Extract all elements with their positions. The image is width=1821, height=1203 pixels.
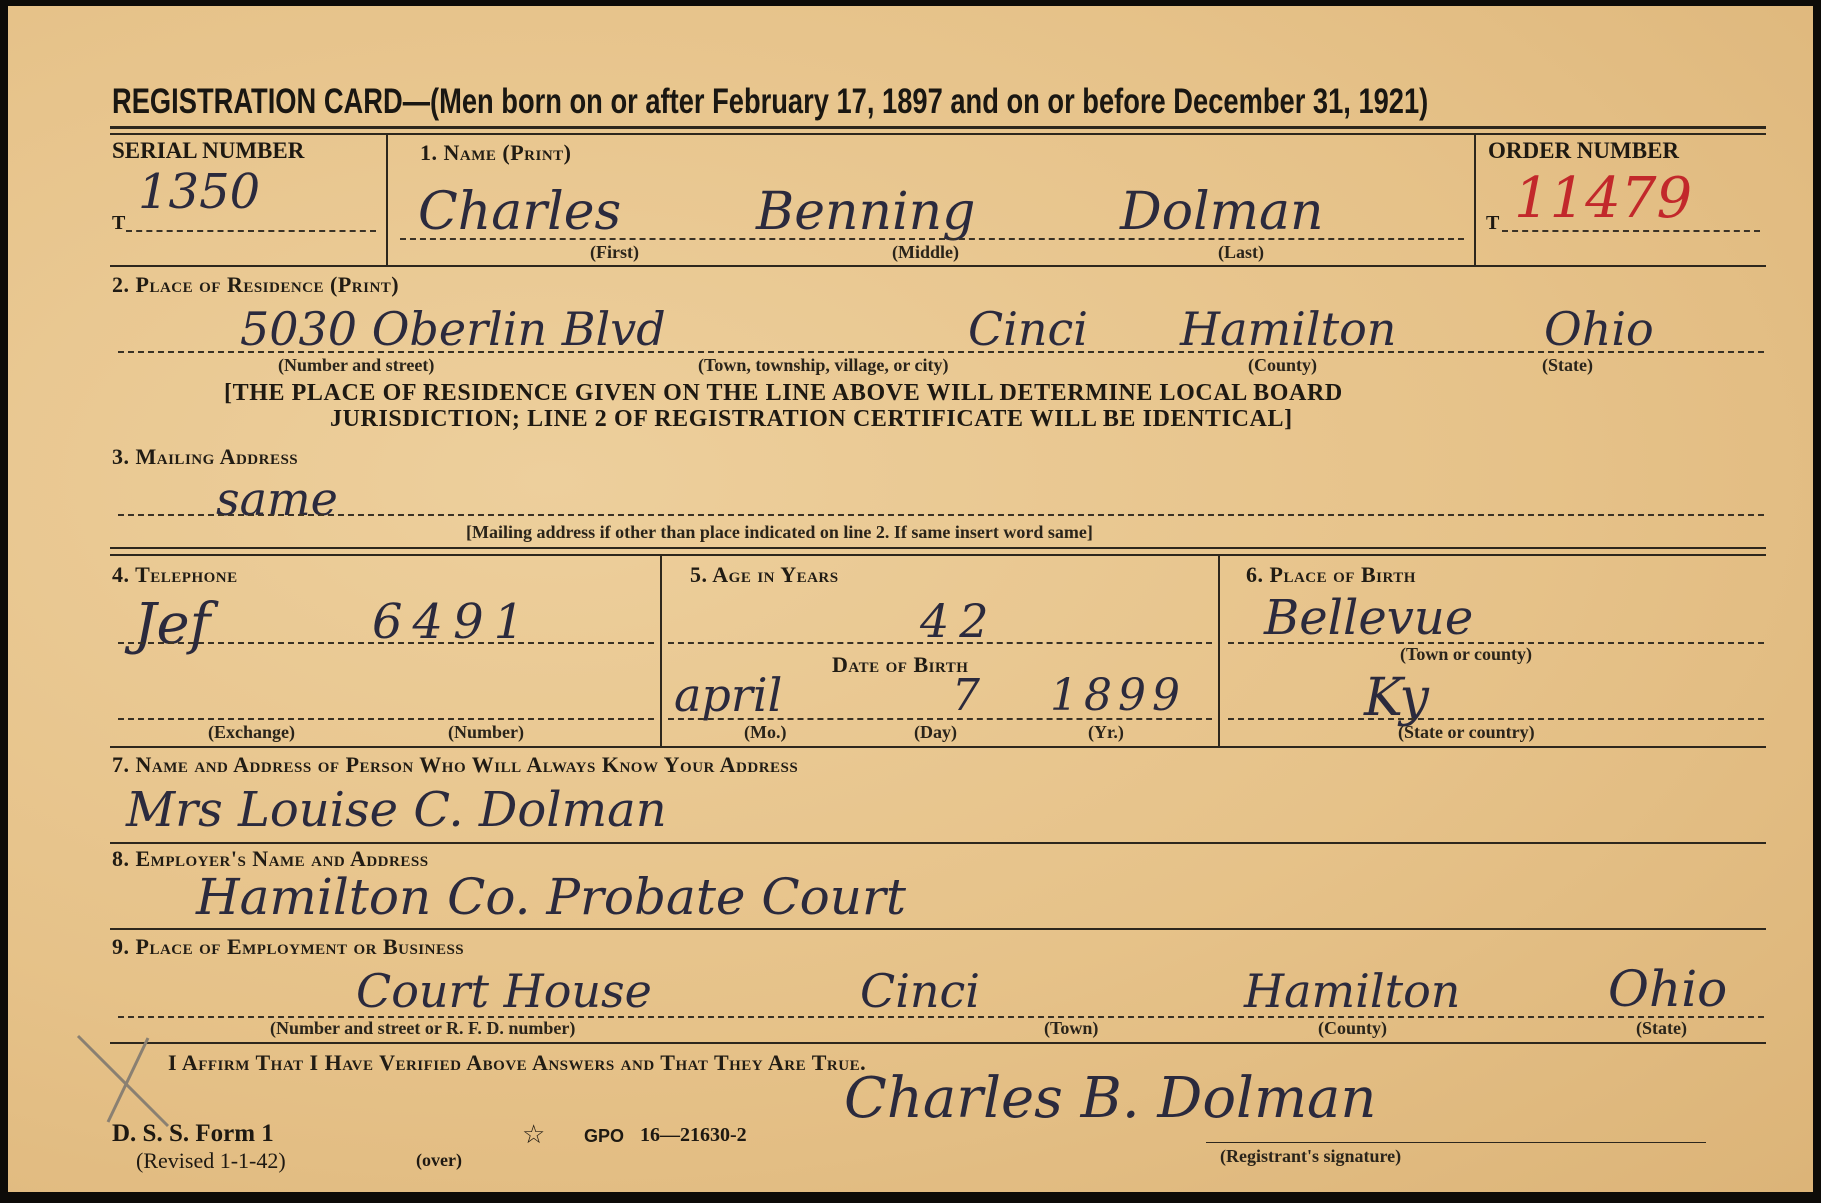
caption-state: (State) bbox=[1542, 355, 1593, 375]
dob-month: april bbox=[674, 668, 783, 722]
residence-notice-line2: JURISDICTION; LINE 2 OF REGISTRATION CERTIFICATE WILL BE IDENTICAL] bbox=[330, 406, 1293, 432]
caption-year: (Yr.) bbox=[1088, 722, 1124, 742]
employment-state: Ohio bbox=[1608, 960, 1728, 1018]
caption-emp-county: (County) bbox=[1318, 1018, 1388, 1038]
divider bbox=[110, 554, 1766, 556]
dob-year: 1899 bbox=[1050, 670, 1186, 721]
gpo-number: 16—21630-2 bbox=[640, 1124, 747, 1146]
contact-value: Mrs Louise C. Dolman bbox=[126, 782, 667, 838]
caption-birth-state: (State or country) bbox=[1398, 722, 1535, 742]
contact-label: 7. Name and Address of Person Who Will Always Know Your Address bbox=[112, 752, 799, 777]
caption-last: (Last) bbox=[1218, 242, 1264, 262]
residence-county: Hamilton bbox=[1180, 302, 1397, 356]
mailing-label: 3. Mailing Address bbox=[112, 444, 299, 469]
residence-street: 5030 Oberlin Blvd bbox=[240, 302, 666, 356]
divider bbox=[110, 547, 1766, 549]
mailing-note: [Mailing address if other than place indicated on line 2. If same insert word same] bbox=[466, 522, 1093, 542]
caption-emp-town: (Town) bbox=[1044, 1018, 1099, 1038]
form-number: D. S. S. Form 1 bbox=[112, 1120, 274, 1147]
date-of-birth-label: Date of Birth bbox=[832, 652, 969, 677]
dob-day: 7 bbox=[952, 670, 980, 721]
signature-caption: (Registrant's signature) bbox=[1220, 1146, 1402, 1166]
registrant-signature: Charles B. Dolman bbox=[844, 1066, 1377, 1131]
age-value: 42 bbox=[920, 594, 999, 648]
name-middle: Benning bbox=[756, 182, 976, 242]
over-note: (over) bbox=[416, 1150, 462, 1170]
employer-label: 8. Employer's Name and Address bbox=[112, 846, 429, 871]
pencil-cross-mark bbox=[68, 1026, 178, 1136]
order-number-label: ORDER NUMBER bbox=[1488, 138, 1680, 163]
employment-street: Court House bbox=[356, 964, 652, 1018]
divider bbox=[1218, 554, 1220, 746]
divider bbox=[110, 126, 1766, 129]
divider bbox=[110, 1042, 1766, 1044]
divider bbox=[110, 842, 1766, 844]
caption-day: (Day) bbox=[914, 722, 957, 742]
form-revised: (Revised 1-1-42) bbox=[136, 1148, 286, 1173]
order-number-value: 11479 bbox=[1514, 166, 1693, 231]
caption-middle: (Middle) bbox=[892, 242, 959, 262]
affirm-text: I Affirm That I Have Verified Above Answers and That They Are True. bbox=[168, 1050, 867, 1075]
divider bbox=[110, 265, 1766, 267]
caption-exchange: (Exchange) bbox=[208, 722, 295, 742]
residence-state: Ohio bbox=[1544, 302, 1654, 356]
serial-prefix: T bbox=[112, 212, 126, 234]
divider bbox=[110, 746, 1766, 748]
divider bbox=[660, 554, 662, 746]
gpo-mark: GPO bbox=[584, 1126, 625, 1146]
birthplace-town: Bellevue bbox=[1264, 590, 1474, 646]
employment-label: 9. Place of Employment or Business bbox=[112, 934, 465, 959]
age-label: 5. Age in Years bbox=[690, 562, 839, 587]
divider bbox=[110, 928, 1766, 930]
serial-number-label: SERIAL NUMBER bbox=[112, 138, 305, 163]
employment-county: Hamilton bbox=[1244, 964, 1461, 1018]
employment-town: Cinci bbox=[860, 964, 981, 1018]
caption-number: (Number) bbox=[448, 722, 524, 742]
card-title: REGISTRATION CARD—(Men born on or after February 17, 1897 and on or before December 31, 1921) bbox=[112, 82, 1429, 121]
name-first: Charles bbox=[418, 182, 622, 242]
telephone-exchange: Jef bbox=[134, 592, 211, 657]
residence-town: Cinci bbox=[968, 302, 1089, 356]
caption-county: (County) bbox=[1248, 355, 1318, 375]
birthplace-state: Ky bbox=[1364, 668, 1429, 728]
registration-card bbox=[8, 6, 1813, 1192]
caption-month: (Mo.) bbox=[744, 722, 787, 742]
name-last: Dolman bbox=[1120, 182, 1324, 242]
employer-value: Hamilton Co. Probate Court bbox=[196, 868, 906, 926]
residence-label: 2. Place of Residence (Print) bbox=[112, 272, 400, 297]
caption-first: (First) bbox=[590, 242, 639, 262]
residence-notice-line1: [THE PLACE OF RESIDENCE GIVEN ON THE LINE ABOVE WILL DETERMINE LOCAL BOARD bbox=[224, 380, 1343, 406]
divider bbox=[110, 133, 1766, 135]
caption-emp-state: (State) bbox=[1636, 1018, 1687, 1038]
divider bbox=[1474, 133, 1476, 265]
order-prefix: T bbox=[1486, 212, 1500, 234]
caption-birth-town: (Town or county) bbox=[1400, 644, 1533, 664]
birthplace-label: 6. Place of Birth bbox=[1246, 562, 1416, 587]
name-label: 1. Name (Print) bbox=[420, 140, 572, 165]
mailing-value: same bbox=[216, 472, 338, 526]
caption-emp-street: (Number and street or R. F. D. number) bbox=[270, 1018, 576, 1038]
caption-town: (Town, township, village, or city) bbox=[698, 355, 949, 375]
divider bbox=[386, 133, 388, 265]
serial-number-value: 1350 bbox=[138, 164, 261, 220]
star-icon: ☆ bbox=[522, 1120, 546, 1149]
telephone-label: 4. Telephone bbox=[112, 562, 238, 587]
caption-street: (Number and street) bbox=[278, 355, 435, 375]
telephone-number: 6491 bbox=[372, 594, 535, 650]
